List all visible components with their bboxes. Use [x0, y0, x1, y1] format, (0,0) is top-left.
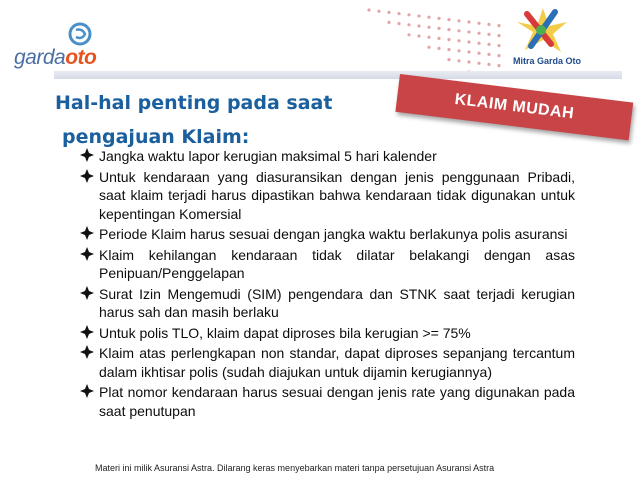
list-item: [80, 168, 575, 224]
page-title: [55, 86, 332, 154]
list-item-text: Untuk kendaraan yang diasuransikan dengan jenis penggunaan Pribadi, saat klaim terjadi harus dipastikan bahwa kendaraan tidak digunakan untuk kepentingan Komersial: [99, 168, 575, 222]
mitra-star-icon: [505, 4, 575, 56]
garda-oto-wordmark: [14, 46, 96, 70]
diamond-bullet-icon: [80, 169, 94, 183]
page-title-line-2: pengajuan Klaim:: [62, 126, 250, 148]
list-item: [80, 285, 575, 322]
diamond-bullet-icon: [80, 247, 94, 261]
mitra-garda-oto-text: Mitra Garda Oto: [513, 56, 582, 66]
klaim-mudah-banner: KLAIM MUDAH: [395, 74, 633, 140]
garda-wordmark-suffix: oto: [65, 46, 97, 69]
diamond-bullet-icon: [80, 384, 94, 398]
important-points-list: [80, 147, 575, 422]
list-item-text: Klaim kehilangan kendaraan tidak dilatar belakangi dengan asas Penipuan/Penggelapan: [99, 246, 575, 281]
list-item-text: Klaim atas perlengkapan non standar, dapat diproses sepanjang tercantum dalam ikhtisar polis (sudah diajukan untuk dijamin kerugiannya): [99, 345, 575, 380]
diamond-bullet-icon: [80, 226, 94, 240]
list-item-text: Jangka waktu lapor kerugian maksimal 5 hari kalender: [99, 148, 437, 164]
diamond-bullet-icon: [80, 286, 94, 300]
list-item: [80, 383, 575, 420]
list-item: [80, 324, 575, 343]
garda-wordmark-prefix: garda: [14, 46, 66, 69]
header-divider: [54, 71, 622, 79]
footer-disclaimer: Materi ini milik Asuransi Astra. Dilarang keras menyebarkan materi tanpa persetujuan Asuransi Astra: [95, 463, 495, 473]
garda-oto-logo: [8, 10, 148, 70]
page-title-line-1: Hal-hal penting pada saat: [55, 92, 333, 114]
list-item: [80, 147, 575, 166]
list-item-text: Surat Izin Mengemudi (SIM) pengendara dan STNK saat terjadi kerugian harus sah dan masih berlaku: [99, 285, 575, 320]
diamond-bullet-icon: [80, 345, 94, 359]
diamond-bullet-icon: [80, 148, 94, 162]
list-item-text: Periode Klaim harus sesuai dengan jangka waktu berlakunya polis asuransi: [99, 226, 568, 242]
decorative-dot-pattern: [365, 4, 515, 74]
garda-oto-swirl-icon: [8, 10, 128, 50]
list-item-text: Plat nomor kendaraan harus sesuai dengan jenis rate yang digunakan pada saat penutupan: [99, 384, 575, 419]
diamond-bullet-icon: [80, 325, 94, 339]
list-item-text: Untuk polis TLO, klaim dapat diproses bila kerugian >= 75%: [99, 324, 471, 341]
list-item: [80, 225, 575, 244]
list-item: [80, 246, 575, 283]
list-item: [80, 344, 575, 381]
